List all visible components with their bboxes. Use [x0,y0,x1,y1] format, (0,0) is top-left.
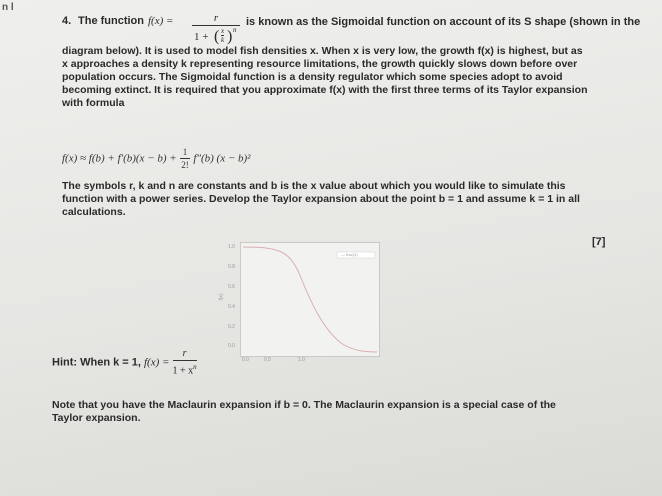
formula-fraction [180,146,191,171]
paren-open: ( [214,28,220,45]
question-line: x approaches a density k representing resource limitations, the growth quickly slows down before over [62,58,578,70]
y-tick: 0.8 [228,264,235,270]
hint-den [173,361,197,377]
sigmoid-fraction [192,12,240,48]
hint-lhs: f(x) = [144,356,170,369]
x-tick: 1.0 [298,357,305,363]
inner-num: x [221,27,225,35]
sigmoid-numerator: r [192,12,240,26]
taylor-formula [62,146,250,171]
hint-den-power: n [193,363,197,371]
y-tick: 0.2 [228,324,235,330]
question-line: diagram below). It is used to model fish densities x. When x is very low, the growth f(x) is highest, but as [62,45,583,57]
x-tick: 0.0 [242,357,249,363]
hint-num: r [173,348,197,361]
sigmoid-curve [243,247,377,352]
corner-mark: n l [2,2,14,13]
question-line: population occurs. The Sigmoidal function is a density regulator which some species adopt to avoid [62,71,563,83]
question-line: with formula [62,97,125,109]
function-lhs: f(x) = [148,15,174,27]
note-paragraph [52,399,652,425]
note-line: Note that you have the Maclaurin expansion if b = 0. The Maclaurin expansion is a special case of the [52,399,556,411]
question-line: becoming extinct. It is required that you approximate f(x) with the first three terms of its Taylor expansion [62,84,588,96]
y-tick: 0.4 [228,304,235,310]
y-axis-label: f(x) [218,293,225,301]
inner-den: k [221,36,225,44]
marks-label: [7] [592,236,606,248]
paren-close: ) [227,28,233,45]
y-tick: 0.6 [228,284,235,290]
sigmoid-plot-svg [241,243,379,356]
hint-label: Hint: When k = 1, [52,356,141,369]
question-paragraph [62,45,662,110]
formula-frac-num: 1 [180,146,191,159]
symbols-line: function with a power series. Develop the Taylor expansion about the point b = 1 and assume k = 1 in all [62,193,580,205]
hint-den-base: 1 + x [172,365,194,377]
y-tick: 1.0 [228,244,235,250]
question-lead: The function [78,15,144,27]
hint-fraction [173,348,197,377]
sigmoid-power: n [233,26,237,34]
note-line: Taylor expansion. [52,412,141,424]
sigmoid-den-one: 1 + [194,31,209,43]
sigmoid-plot [240,242,380,357]
formula-part1: f(x) ≈ f(b) + f′(b)(x − b) + [62,152,177,165]
symbols-line: The symbols r, k and n are constants and b is the x value about which you would like to simulate this [62,180,566,192]
question-tail: is known as the Sigmoidal function on account of its S shape (shown in the [246,16,641,28]
question-number: 4. [62,15,72,27]
x-tick: 0.5 [264,357,271,363]
formula-frac-den: 2! [181,160,189,170]
y-tick: 0.0 [228,343,235,349]
legend-label: — frac(1) [341,252,358,257]
hint [52,348,197,377]
symbols-paragraph [62,180,662,219]
symbols-line: calculations. [62,206,126,218]
formula-part2: f″(b) (x − b)² [193,152,251,165]
